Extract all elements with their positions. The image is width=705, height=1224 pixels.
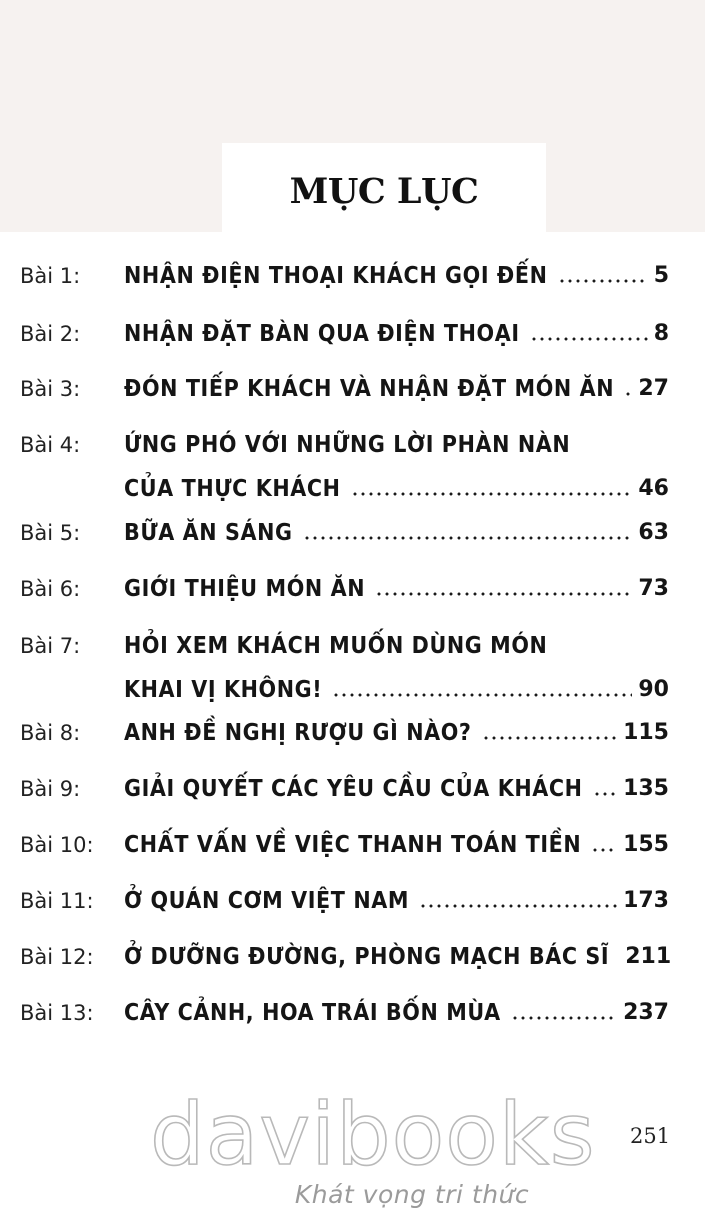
dot-leader	[511, 1016, 617, 1020]
lesson-title-line	[124, 831, 669, 859]
lesson-number: Bài 7:	[20, 634, 81, 658]
lesson-number: Bài 10:	[20, 833, 94, 857]
page-ref: 90	[638, 677, 669, 702]
lesson-number: Bài 3:	[20, 377, 81, 401]
page-ref: 237	[623, 1000, 669, 1025]
lesson-title-line	[124, 431, 669, 459]
lesson-title-line	[124, 887, 669, 915]
lesson-title-line	[124, 320, 669, 348]
dot-leader	[591, 848, 617, 852]
lesson-title-line	[124, 575, 669, 603]
dot-leader	[482, 736, 618, 740]
lesson-title: NHẬN ĐẶT BÀN QUA ĐIỆN THOẠI	[124, 321, 520, 347]
lesson-title: ĐÓN TIẾP KHÁCH VÀ NHẬN ĐẶT MÓN ĂN	[124, 376, 615, 402]
toc-title: MỤC LỤC	[289, 171, 479, 212]
lesson-title-line	[124, 676, 669, 704]
lesson-number: Bài 5:	[20, 521, 81, 545]
lesson-title: GIẢI QUYẾT CÁC YÊU CẦU CỦA KHÁCH	[124, 776, 583, 802]
lesson-number: Bài 12:	[20, 945, 94, 969]
dot-leader	[530, 337, 648, 341]
lesson-number: Bài 2:	[20, 322, 81, 346]
page-ref: 135	[623, 776, 669, 801]
dot-leader	[303, 536, 633, 540]
lesson-number: Bài 6:	[20, 577, 81, 601]
dot-leader	[558, 279, 648, 283]
lesson-title: GIỚI THIỆU MÓN ĂN	[124, 576, 366, 602]
lesson-title-line	[124, 375, 669, 403]
page-ref: 115	[623, 720, 669, 745]
page-ref: 173	[623, 888, 669, 913]
page-ref: 63	[638, 520, 669, 545]
dot-leader	[593, 792, 617, 796]
lesson-title-line	[124, 475, 669, 503]
lesson-title: ANH ĐỀ NGHỊ RƯỢU GÌ NÀO?	[124, 720, 472, 746]
lesson-title: CÂY CẢNH, HOA TRÁI BỐN MÙA	[124, 1000, 501, 1026]
lesson-title-line	[124, 943, 672, 971]
lesson-number: Bài 4:	[20, 433, 81, 457]
page-ref: 73	[638, 576, 669, 601]
lesson-title-line	[124, 999, 669, 1027]
lesson-title-line	[124, 519, 669, 547]
page-number: 251	[630, 1124, 671, 1148]
lesson-title: ỨNG PHÓ VỚI NHỮNG LỜI PHÀN NÀN	[124, 432, 571, 458]
lesson-number: Bài 1:	[20, 264, 81, 288]
lesson-title: Ở DƯỠNG ĐƯỜNG, PHÒNG MẠCH BÁC SĨ	[124, 944, 610, 970]
page-ref: 46	[638, 476, 669, 501]
page-ref: 5	[653, 263, 669, 288]
lesson-number: Bài 9:	[20, 777, 81, 801]
dot-leader	[351, 492, 633, 496]
watermark-tagline: Khát vọng tri thức	[294, 1180, 530, 1209]
dot-leader	[332, 693, 632, 697]
dot-leader	[624, 392, 632, 396]
lesson-title: HỎI XEM KHÁCH MUỐN DÙNG MÓN	[124, 633, 548, 659]
lesson-title-line	[124, 262, 669, 290]
dot-leader	[419, 904, 617, 908]
page-ref: 155	[623, 832, 669, 857]
page-ref: 211	[625, 944, 672, 969]
lesson-title: KHAI VỊ KHÔNG!	[124, 677, 323, 703]
lesson-number: Bài 13:	[20, 1001, 94, 1025]
lesson-title: CHẤT VẤN VỀ VIỆC THANH TOÁN TIỀN	[124, 832, 582, 858]
lesson-title-line	[124, 632, 669, 660]
lesson-title: Ở QUÁN CƠM VIỆT NAM	[124, 888, 410, 914]
lesson-number: Bài 8:	[20, 721, 81, 745]
lesson-title-line	[124, 775, 669, 803]
lesson-title-line	[124, 719, 669, 747]
watermark-brand: davibooks	[150, 1085, 596, 1185]
lesson-title: BỮA ĂN SÁNG	[124, 520, 293, 546]
dot-leader	[375, 592, 632, 596]
lesson-number: Bài 11:	[20, 889, 94, 913]
page-ref: 27	[638, 376, 669, 401]
lesson-title: CỦA THỰC KHÁCH	[124, 476, 341, 502]
page-ref: 8	[653, 321, 669, 346]
lesson-title: NHẬN ĐIỆN THOẠI KHÁCH GỌI ĐẾN	[124, 263, 548, 289]
